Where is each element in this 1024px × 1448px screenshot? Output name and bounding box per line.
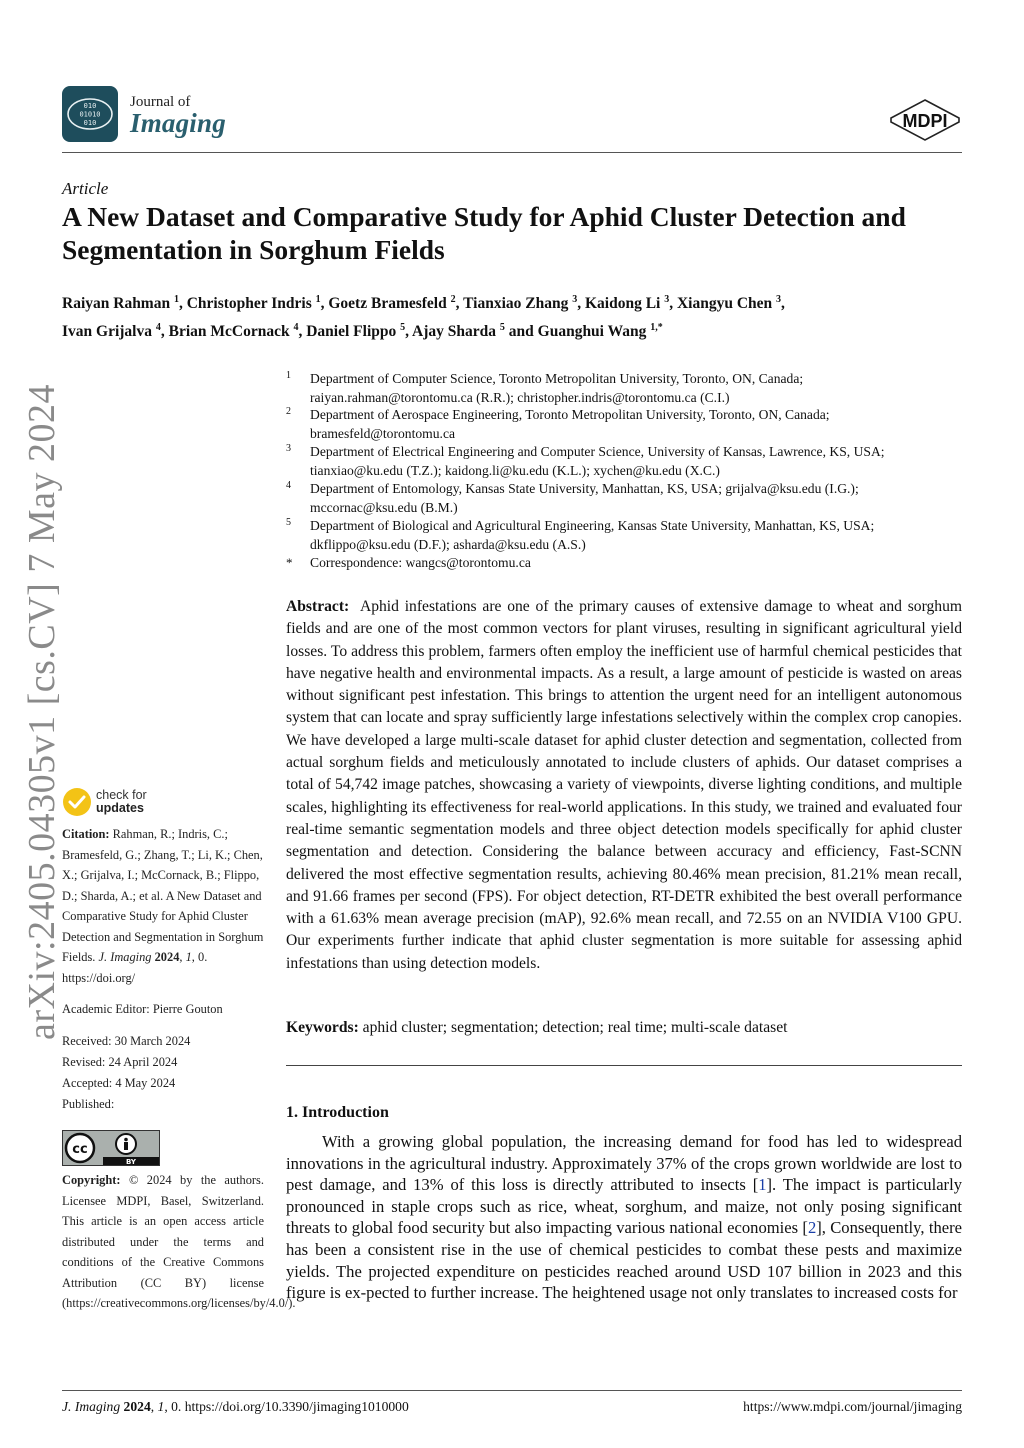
check-updates-icon — [62, 787, 92, 817]
author-affiliation-ref: 1 — [173, 294, 179, 305]
check-for-updates[interactable] — [62, 787, 147, 817]
arxiv-stamp: arXiv:2405.04305v1 [cs.CV] 7 May 2024 — [21, 384, 63, 1040]
logo-digit: 01010 — [79, 110, 101, 119]
footer-citation: J. Imaging 2024, 1, 0. https://doi.org/10.3390/jimaging1010000 — [62, 1399, 409, 1414]
author-affiliation-ref: 1,* — [650, 322, 663, 334]
journal-name: Imaging — [130, 108, 226, 138]
author-name[interactable]: Christopher Indris — [186, 295, 312, 313]
author-name[interactable]: Goetz Bramesfeld — [328, 295, 447, 313]
affiliation-3: 3 Department of Electrical Engineering and Computer Science, University of Kansas, Lawrence, KS, USA; tianxiao@ku.edu (T.Z.); kaidong.li@ku.edu (K.L.); xychen@ku.edu (X.C.) — [286, 443, 885, 478]
author-affiliation-ref: 3 — [572, 294, 578, 305]
author-name[interactable]: Brian McCornack — [168, 323, 290, 341]
keywords-text: aphid cluster; segmentation; detection; real time; multi-scale dataset — [362, 1019, 788, 1036]
author-affiliation-ref: 5 — [400, 322, 406, 334]
keywords — [286, 1019, 962, 1037]
revised-date: Revised: 24 April 2024 — [62, 1055, 178, 1069]
author-list: Raiyan Rahman $^1$, Christopher Indris $^1$, Goetz Bramesfeld $^2$, Tianxiao Zhang $^3$, Kaidong Li $^3$, Xiangyu Chen $^3$, Ivan Grijalva $^4$, Brian McCornack $^4$, Daniel Flippo $^5$, Ajay Sharda $^5$ and Guanghui Wang $^{1,*}$ — [62, 294, 785, 341]
logo-digit: 010 — [83, 102, 97, 110]
section-title: 1. Introduction — [286, 1104, 389, 1121]
footer-journal-url[interactable]: https://www.mdpi.com/journal/jimaging — [743, 1399, 962, 1414]
author-affiliation-ref: 1 — [315, 294, 321, 305]
affiliation-5: 5 Department of Biological and Agricultural Engineering, Kansas State University, Manhattan, KS, USA; dkflippo@ksu.edu (D.F.); asharda@ksu.edu (A.S.) — [286, 517, 875, 552]
citation-block: Citation: Rahman, R.; Indris, C.; Bramesfeld, G.; Zhang, T.; Li, K.; Chen, X.; Grijalva, I.; McCornack, B.; Flippo, D.; Sharda, A.; et al. A New Dataset and Comparative Study for Aphid Cluster Detection and Segmentation in Sorghum Fields. J. Imaging 2024, 1, 0. https://doi.org/ — [62, 827, 264, 985]
author-affiliation-ref: 4 — [155, 322, 161, 334]
svg-text:cc: cc — [72, 1142, 88, 1157]
cc-by-license-badge[interactable] — [62, 1130, 160, 1166]
copyright-block: Copyright: © 2024 by the authors. Licensee MDPI, Basel, Switzerland. This article is an open access article distributed under the terms and conditions of the Creative Commons Attribution (CC BY) license (https://creativecommons.org/licenses/by/4.0/). — [62, 1173, 296, 1310]
author-name[interactable]: Ivan Grijalva — [62, 323, 152, 341]
section-divider — [286, 1065, 962, 1066]
citation-link[interactable]: 2 — [807, 1218, 817, 1238]
published-date: Published: — [62, 1097, 115, 1111]
author-affiliation-ref: 3 — [664, 294, 670, 305]
mdpi-text: MDPI — [902, 111, 948, 131]
author-name[interactable]: Daniel Flippo — [306, 323, 397, 341]
article-type: Article — [62, 179, 109, 198]
mdpi-logo[interactable] — [887, 98, 963, 147]
author-name[interactable]: Ajay Sharda — [412, 323, 497, 341]
affiliation-4: 4 Department of Entomology, Kansas State University, Manhattan, KS, USA; grijalva@ksu.edu (I.G.); mccornac@ksu.edu (B.M.) — [286, 480, 859, 515]
correspondence: * Correspondence: wangcs@torontomu.ca — [286, 555, 531, 570]
affiliation-2: 2 Department of Aerospace Engineering, Toronto Metropolitan University, Toronto, ON, Canada; bramesfeld@torontomu.ca — [286, 406, 830, 441]
abstract-text: Aphid infestations are one of the primary causes of extensive damage to wheat and sorghum fields and are one of the most common vectors for plant viruses, resulting in significant agricultural yield losses. To address this problem, farmers often employ the inefficient use of harmful chemical pesticides that have negative health and environmental impacts. As a result, a large amount of pesticide is wasted on areas without significant pest infestation. This brings to attention the urgent need for an intelligent autonomous system that can locate and spray sufficiently large infestations selectively within the complex crop canopies. We have developed a large multi-scale dataset for aphid cluster detection and segmentation, collected from actual sorghum fields and meticulously annotated to include clusters of aphids. Our dataset comprises a total of 54,742 image patches, showcasing a variety of viewpoints, diverse lighting conditions, and multiple scales, highlighting its effectiveness for real-world applications. In this study, we trained and evaluated four real-time semantic segmentation models and three object detection models specifically for aphid cluster segmentation and detection. Considering the balance between accuracy and efficiency, Fast-SCNN delivered the most effective segmentation results, achieving 80.46% mean precision, 81.21% mean recall, and 91.66 frames per second (FPS). For object detection, RT-DETR exhibited the best overall performance with a 61.63% mean average precision (mAP), 92.6% mean recall, and 72.55 on an NVIDIA V100 GPU. Our experiments further indicate that aphid cluster segmentation is more suitable for assessing aphid infestations than using detection models. — [286, 598, 962, 972]
cc-by-text: BY — [125, 1158, 137, 1165]
author-name[interactable]: Raiyan Rahman — [62, 295, 171, 313]
author-name[interactable]: Guanghui Wang — [537, 323, 647, 341]
author-name[interactable]: Xiangyu Chen — [676, 295, 773, 313]
received-date: Received: 30 March 2024 — [62, 1034, 191, 1048]
abstract-label: Abstract: — [286, 598, 350, 615]
affiliation-1: 1 Department of Computer Science, Toronto Metropolitan University, Toronto, ON, Canada; raiyan.rahman@torontomu.ca (R.R.); christopher.indris@torontomu.ca (C.I.) — [286, 370, 804, 405]
author-name[interactable]: Kaidong Li — [584, 295, 661, 313]
check-updates-line2: updates — [96, 801, 144, 815]
author-affiliation-ref: 2 — [450, 294, 456, 305]
keywords-label: Keywords: — [286, 1019, 359, 1036]
author-name[interactable]: Tianxiao Zhang — [463, 295, 569, 313]
citation-link[interactable]: 1 — [758, 1175, 767, 1195]
academic-editor: Academic Editor: Pierre Gouton — [62, 1002, 223, 1016]
check-updates-line1: check for — [96, 788, 147, 802]
paper-title: A New Dataset and Comparative Study for Aphid Cluster Detection and Segmentation in Sorghum Fields — [62, 201, 906, 265]
journal-logo — [62, 86, 118, 142]
author-affiliation-ref: 3 — [776, 294, 782, 305]
abstract — [286, 596, 962, 975]
footer-divider — [62, 1390, 962, 1391]
author-affiliation-ref: 4 — [293, 322, 299, 334]
authors-conjunction: and — [508, 323, 534, 341]
accepted-date: Accepted: 4 May 2024 — [62, 1076, 176, 1090]
author-affiliation-ref: 5 — [499, 322, 505, 334]
logo-digit: 010 — [83, 119, 97, 127]
header-divider — [62, 152, 962, 153]
journal-of-label: Journal of — [130, 94, 191, 110]
eye-logo-icon — [66, 94, 114, 134]
introduction-paragraph: With a growing global population, the increasing demand for food has led to widespread innovations in the agricultural industry. Approximately 37% of the crops grown worldwide are lost to pest damage, and 13% of this loss is directly attributed to insects [1]. The impact is particularly pronounced in staple crops such as rice, wheat, sorghum, and maize, not only posing significant threats to global food security but also impacting various national economies [2], Consequently, there has been a consistent rise in the use of chemical pesticides to combat these pests and maximize yields. The projected expenditure on pesticides reached around USD 107 billion in 2023 and this figure is ex-pected to further increase. The heightened usage not only translates to increased costs for — [286, 1132, 962, 1303]
